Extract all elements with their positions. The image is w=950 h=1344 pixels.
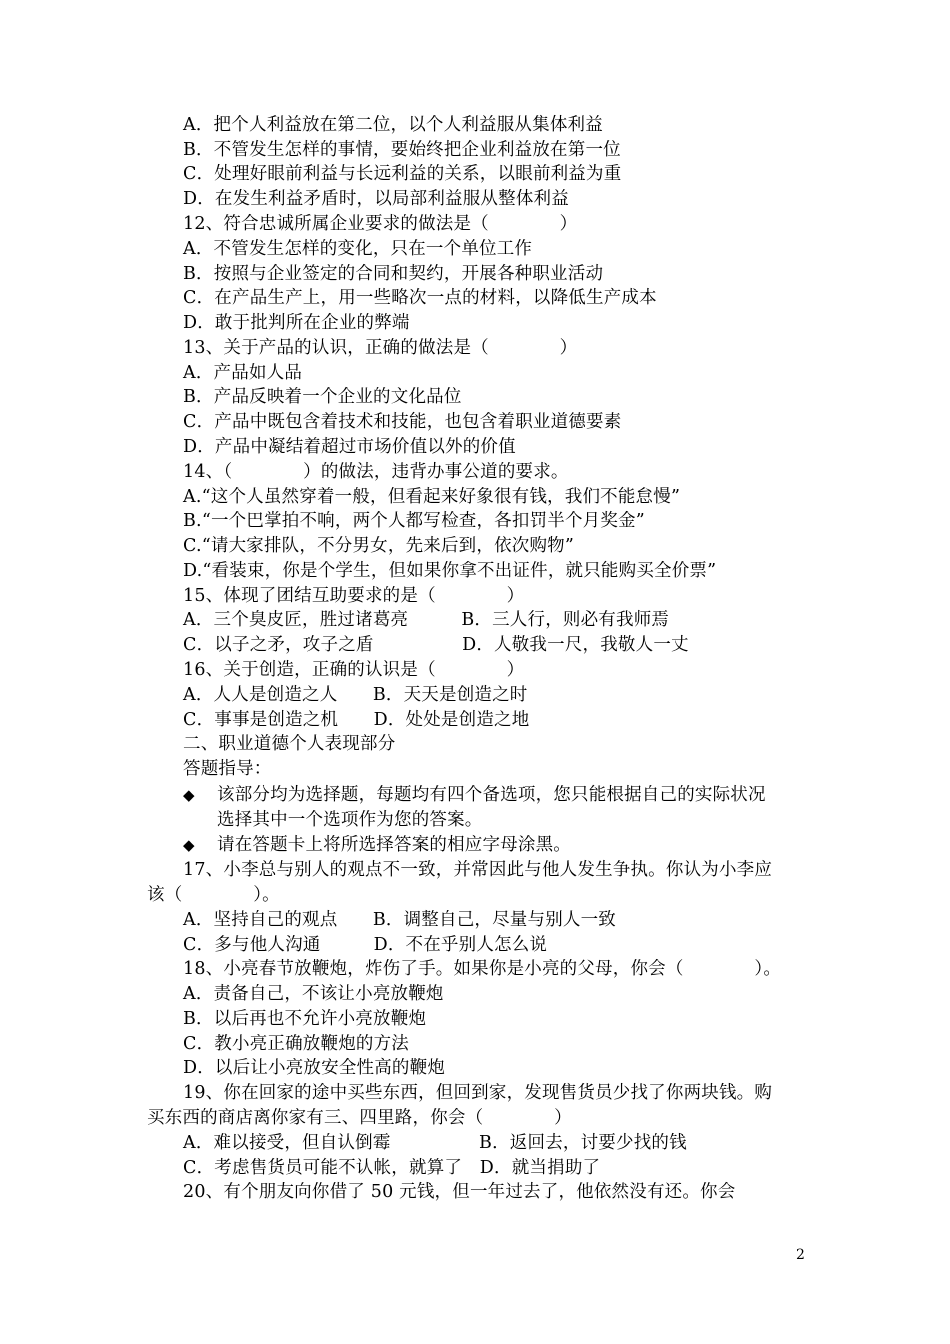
option-line: C．事事是创造之机 D．处处是创造之地	[183, 710, 530, 730]
option-line: C.“请大家排队，不分男女，先来后到，依次购物”	[183, 536, 575, 556]
option-line: C．多与他人沟通 D．不在乎别人怎么说	[183, 935, 548, 955]
question-line: 14、（ ）的做法，违背办事公道的要求。	[183, 462, 569, 482]
option-line: C．考虑售货员可能不认帐，就算了 D．就当捐助了	[183, 1158, 601, 1178]
question-line: 13、关于产品的认识，正确的做法是（ ）	[183, 338, 578, 358]
option-line: D．敢于批判所在企业的弊端	[183, 313, 410, 333]
option-line: A．人人是创造之人 B．天天是创造之时	[183, 685, 528, 705]
option-line: D．产品中凝结着超过市场价值以外的价值	[183, 437, 516, 457]
instruction-text: 请在答题卡上将所选择答案的相应字母涂黑。	[217, 835, 571, 855]
option-line: C．在产品生产上，用一些略次一点的材料，以降低生产成本	[183, 288, 657, 308]
question-line: 15、体现了团结互助要求的是（ ）	[183, 586, 525, 606]
option-line: A．把个人利益放在第二位，以个人利益服从集体利益	[183, 115, 603, 135]
question-line: 19、你在回家的途中买些东西，但回到家，发现售货员少找了你两块钱。购	[183, 1083, 773, 1103]
question-line: 16、关于创造，正确的认识是（ ）	[183, 660, 525, 680]
option-line: A．不管发生怎样的变化，只在一个单位工作	[183, 239, 533, 259]
diamond-bullet-icon: ◆	[183, 836, 195, 854]
option-line: C．以子之矛，攻子之盾 D．人敬我一尺，我敬人一丈	[183, 635, 689, 655]
question-line: 12、符合忠诚所属企业要求的做法是（ ）	[183, 214, 578, 234]
option-line: B．产品反映着一个企业的文化品位	[183, 387, 462, 407]
option-line: B．按照与企业签定的合同和契约，开展各种职业活动	[183, 264, 604, 284]
question-line: 该（ ）。	[147, 885, 280, 905]
option-line: D．在发生利益矛盾时，以局部利益服从整体利益	[183, 189, 569, 209]
option-line: B．以后再也不允许小亮放鞭炮	[183, 1009, 427, 1029]
option-line: B．不管发生怎样的事情，要始终把企业利益放在第一位	[183, 140, 621, 160]
option-line: B.“一个巴掌拍不响，两个人都写检查，各扣罚半个月奖金”	[183, 511, 645, 531]
page-number: 2	[796, 1247, 805, 1263]
question-line: 18、小亮春节放鞭炮，炸伤了手。如果你是小亮的父母，你会（ ）。	[183, 959, 782, 979]
option-line: C．产品中既包含着技术和技能，也包含着职业道德要素	[183, 412, 622, 432]
option-line: C．处理好眼前利益与长远利益的关系，以眼前利益为重	[183, 164, 622, 184]
option-line: A．责备自己，不该让小亮放鞭炮	[183, 984, 444, 1004]
option-line: A.“这个人虽然穿着一般，但看起来好象很有钱，我们不能怠慢”	[183, 487, 681, 507]
diamond-bullet-icon: ◆	[183, 786, 195, 804]
option-line: C．教小亮正确放鞭炮的方法	[183, 1034, 409, 1054]
instructions-heading: 答题指导：	[183, 759, 272, 779]
question-line: 17、小李总与别人的观点不一致，并常因此与他人发生争执。你认为小李应	[183, 860, 773, 880]
question-line: 20、有个朋友向你借了 50 元钱，但一年过去了，他依然没有还。你会	[183, 1182, 736, 1202]
option-line: A．三个臭皮匠，胜过诸葛亮 B．三人行，则必有我师焉	[183, 610, 670, 630]
section-heading: 二、职业道德个人表现部分	[183, 734, 396, 754]
option-line: A．产品如人品	[183, 363, 303, 383]
option-line: D．以后让小亮放安全性高的鞭炮	[183, 1058, 446, 1078]
instruction-text: 选择其中一个选项作为您的答案。	[217, 810, 483, 830]
instruction-text: 该部分均为选择题，每题均有四个备选项，您只能根据自己的实际状况	[217, 785, 766, 805]
option-line: A．难以接受，但自认倒霉 B．返回去，讨要少找的钱	[183, 1133, 687, 1153]
question-line: 买东西的商店离你家有三、四里路，你会（ ）	[147, 1108, 572, 1128]
option-line: A．坚持自己的观点 B．调整自己，尽量与别人一致	[183, 910, 616, 930]
option-line: D.“看装束，你是个学生，但如果你拿不出证件，就只能购买全价票”	[183, 561, 717, 581]
